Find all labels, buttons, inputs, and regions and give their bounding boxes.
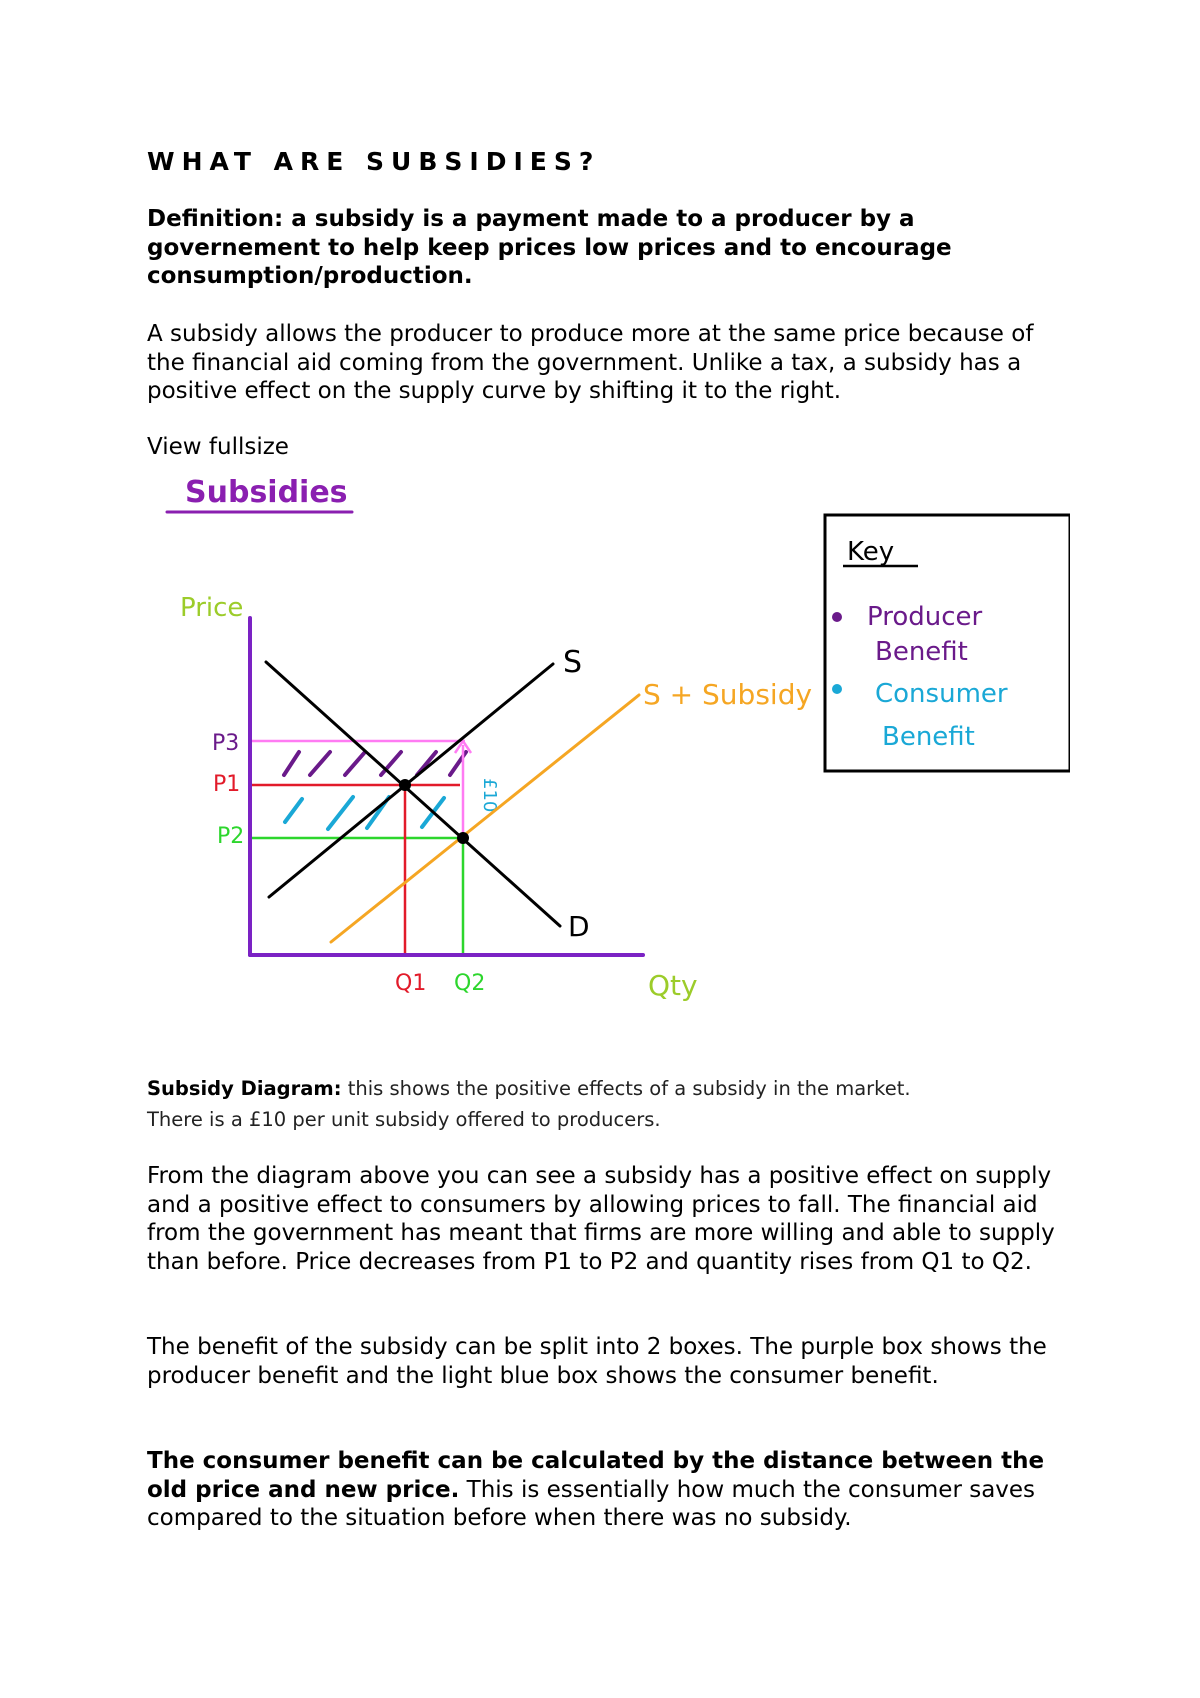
- supply-subsidy-curve: [331, 695, 639, 942]
- y-axis-label: Price: [180, 593, 244, 623]
- consumer-benefit-rest: This is essentially how much the consumer saves compared to the situation before when there was no subsidy.: [147, 1476, 1036, 1531]
- caption-rest: this shows the positive effects of a subsidy in the market.: [341, 1077, 911, 1100]
- p3-label: P3: [212, 731, 240, 756]
- intro-paragraph: A subsidy allows the producer to produce more at the same price because of the financial aid coming from the government. Unlike a tax, a subsidy has a positive effect on the supply curve by shifting it to the right.: [147, 321, 1034, 404]
- supply-label: S: [563, 645, 583, 680]
- demand-label: D: [568, 910, 590, 943]
- key-consumer-line2: Benefit: [882, 722, 975, 752]
- key-title: Key: [847, 537, 895, 567]
- subsidy-diagram: [150, 462, 1070, 1032]
- consumer-benefit-bold: The consumer benefit can be calculated by the distance between the old price and new price.: [147, 1448, 1045, 1503]
- benefit-paragraph: The benefit of the subsidy can be split into 2 boxes. The purple box shows the producer benefit and the light blue box shows the consumer benefit.: [147, 1334, 1047, 1389]
- producer-benefit-bullet: [832, 612, 842, 622]
- subsidy-amount-label: £10: [479, 778, 500, 813]
- supply-curve: [269, 664, 553, 897]
- q1-label: Q1: [395, 971, 427, 996]
- key-producer-line1: Producer: [867, 602, 983, 632]
- diagram-title: Subsidies: [185, 475, 348, 510]
- producer-benefit-hatch: [284, 752, 466, 775]
- x-axis-label: Qty: [648, 969, 698, 1002]
- diagram-caption-line2: There is a £10 per unit subsidy offered to producers.: [147, 1108, 661, 1131]
- q2-label: Q2: [454, 971, 486, 996]
- key-consumer-line1: Consumer: [875, 679, 1008, 709]
- page-title: WHAT ARE SUBSIDIES?: [147, 147, 601, 176]
- equilibrium-point-2: [457, 832, 469, 844]
- view-fullsize-link[interactable]: View fullsize: [147, 434, 289, 460]
- definition-text: Definition: a subsidy is a payment made to a producer by a governement to help keep prices low prices and to encourage consumption/production.: [147, 206, 952, 289]
- supply-subsidy-label: S + Subsidy: [643, 678, 813, 711]
- equilibrium-point-1: [399, 779, 411, 791]
- consumer-benefit-paragraph: [147, 1447, 1077, 1533]
- diagram-caption: [147, 1073, 1077, 1104]
- key-producer-line2: Benefit: [875, 637, 968, 667]
- p2-label: P2: [217, 824, 245, 849]
- p1-label: P1: [213, 772, 241, 797]
- caption-bold: Subsidy Diagram:: [147, 1077, 342, 1100]
- consumer-benefit-bullet: [832, 684, 842, 694]
- explanation-paragraph: From the diagram above you can see a subsidy has a positive effect on supply and a positive effect to consumers by allowing prices to fall. The financial aid from the government has meant that firms are more willing and able to supply than before. Price decreases from P1 to P2 and quantity rises from Q1 to Q2.: [147, 1163, 1055, 1275]
